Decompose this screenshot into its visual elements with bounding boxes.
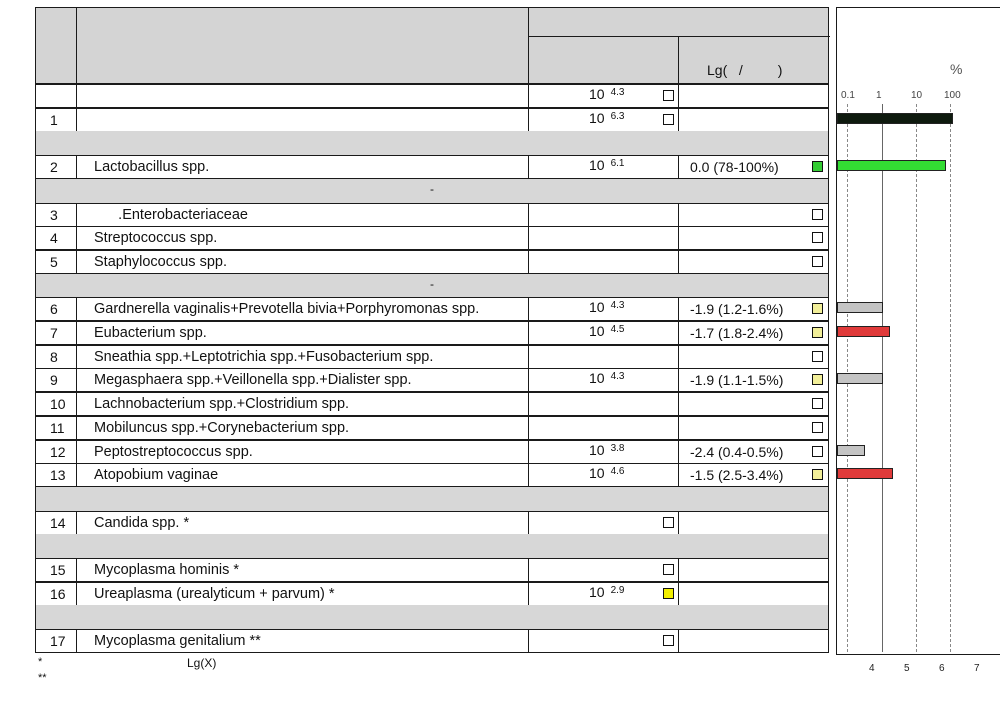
footnote-star2: ** [38,672,47,684]
lg-ratio-value: -1.9 (1.2-1.6%) [690,301,784,317]
section-header [35,605,829,629]
quantity-base: 10 [589,323,605,339]
quantity-exponent: 2.9 [610,585,625,596]
status-indicator [812,422,823,433]
quantity-base: 10 [589,584,605,600]
organism-name: Staphylococcus spp. [94,254,227,270]
result-bar [837,160,946,171]
organism-name: Lachnobacterium spp.+Clostridium spp. [94,396,350,412]
lg-ratio-value: -1.9 (1.1-1.5%) [690,372,784,388]
organism-name: Streptococcus spp. [94,230,218,246]
status-indicator [812,351,823,362]
quantity-value [589,584,624,600]
footnote-lgx: Lg(X) [187,656,217,670]
result-bar [837,302,883,313]
organism-name: Candida spp. * [94,515,190,531]
table-row [35,250,829,274]
row-number: 3 [50,207,58,223]
table-row [35,440,829,464]
organism-name: Megasphaera spp.+Veillonella spp.+Dialister spp. [94,372,412,388]
organism-name: Mobiluncus spp.+Corynebacterium spp. [94,420,350,436]
row-number: 8 [50,349,58,365]
quantity-base: 10 [589,442,605,458]
result-checkbox [663,635,674,646]
organism-name: Peptostreptococcus spp. [94,444,253,460]
status-indicator [812,446,823,457]
result-bar [837,373,883,384]
section-label: - [430,277,434,291]
section-header [35,534,829,558]
table-row [35,558,829,582]
table-row [35,203,829,227]
table-row [35,345,829,369]
lg-ratio-value: 0.0 (78-100%) [690,159,779,175]
table-row [35,629,829,653]
footnote-star1: * [38,656,43,668]
section-header [35,179,829,203]
result-checkbox [663,90,674,101]
axis-tick-label: 6 [939,663,945,674]
row-number: 12 [50,444,66,460]
result-bar [837,445,865,456]
organism-name: Atopobium vaginae [94,467,219,483]
row-number: 2 [50,159,58,175]
table-row [35,108,829,132]
lg-column-header: Lg( / ) [707,62,783,78]
section-label: - [430,182,434,196]
percent-label: % [950,61,963,77]
row-number: 11 [50,420,65,436]
quantity-value [589,110,624,126]
result-checkbox [663,588,674,599]
result-bar [837,113,953,124]
status-indicator [812,256,823,267]
row-number: 9 [50,372,58,388]
quantity-value [589,86,624,102]
axis-tick-label: 7 [974,663,980,674]
section-header [35,131,829,155]
table-row [35,321,829,345]
row-number: 16 [50,586,66,602]
table-row [35,226,829,250]
row-number: 14 [50,515,66,531]
organism-name: Lactobacillus spp. [94,159,210,175]
scale-tick-label: 0.1 [841,90,855,101]
result-checkbox [663,564,674,575]
status-indicator [812,374,823,385]
organism-name: Mycoplasma genitalium ** [94,633,261,649]
section-header [35,274,829,298]
row-number: 5 [50,254,58,270]
quantity-base: 10 [589,86,605,102]
status-indicator [812,469,823,480]
row-number: 7 [50,325,58,341]
row-number: 4 [50,230,58,246]
table-row [35,582,829,606]
table-row [35,392,829,416]
lg-ratio-value: -1.7 (1.8-2.4%) [690,325,784,341]
quantity-value [589,299,624,315]
quantity-exponent: 4.3 [610,87,625,98]
status-indicator [812,398,823,409]
result-checkbox [663,114,674,125]
table-row [35,416,829,440]
table-row [35,297,829,321]
organism-name: .Enterobacteriaceae [94,207,248,223]
organism-name: Gardnerella vaginalis+Prevotella bivia+Porphyromonas spp. [94,301,480,317]
quantity-value [589,442,624,458]
status-indicator [812,209,823,220]
quantity-value [589,370,624,386]
quantity-exponent: 3.8 [610,443,625,454]
quantity-exponent: 4.3 [610,371,625,382]
quantity-exponent: 4.3 [610,300,625,311]
quantity-value [589,323,624,339]
result-bar [837,326,890,337]
quantity-exponent: 4.6 [610,466,625,477]
scale-tick-label: 100 [944,90,961,101]
quantity-base: 10 [589,110,605,126]
quantity-base: 10 [589,299,605,315]
organism-name: Eubacterium spp. [94,325,207,341]
table-row [35,463,829,487]
quantity-base: 10 [589,370,605,386]
table-header [35,7,829,84]
quantity-base: 10 [589,465,605,481]
status-indicator [812,327,823,338]
status-indicator [812,303,823,314]
table-row [35,84,829,108]
lg-ratio-value: -2.4 (0.4-0.5%) [690,444,784,460]
table-row [35,368,829,392]
lg-ratio-value: -1.5 (2.5-3.4%) [690,467,784,483]
quantity-value [589,465,624,481]
row-number: 1 [50,112,58,128]
row-number: 17 [50,633,66,649]
quantity-base: 10 [589,157,605,173]
quantity-exponent: 6.3 [610,111,625,122]
quantity-exponent: 4.5 [610,324,625,335]
axis-tick-label: 5 [904,663,910,674]
row-number: 6 [50,301,58,317]
result-checkbox [663,517,674,528]
quantity-exponent: 6.1 [610,158,625,169]
table-row [35,155,829,179]
organism-name: Mycoplasma hominis * [94,562,240,578]
status-indicator [812,232,823,243]
row-number: 13 [50,467,66,483]
status-indicator [812,161,823,172]
table-row [35,511,829,535]
result-bar [837,468,893,479]
scale-tick-label: 10 [911,90,923,101]
chart-gridline [950,104,951,652]
scale-tick-label: 1 [876,90,882,101]
section-header [35,487,829,511]
row-number: 10 [50,396,66,412]
chart-gridline [916,104,917,652]
quantity-value [589,157,624,173]
organism-name: Sneathia spp.+Leptotrichia spp.+Fusobacterium spp. [94,349,434,365]
axis-tick-label: 4 [869,663,875,674]
organism-name: Ureaplasma (urealyticum + parvum) * [94,586,335,602]
row-number: 15 [50,562,66,578]
